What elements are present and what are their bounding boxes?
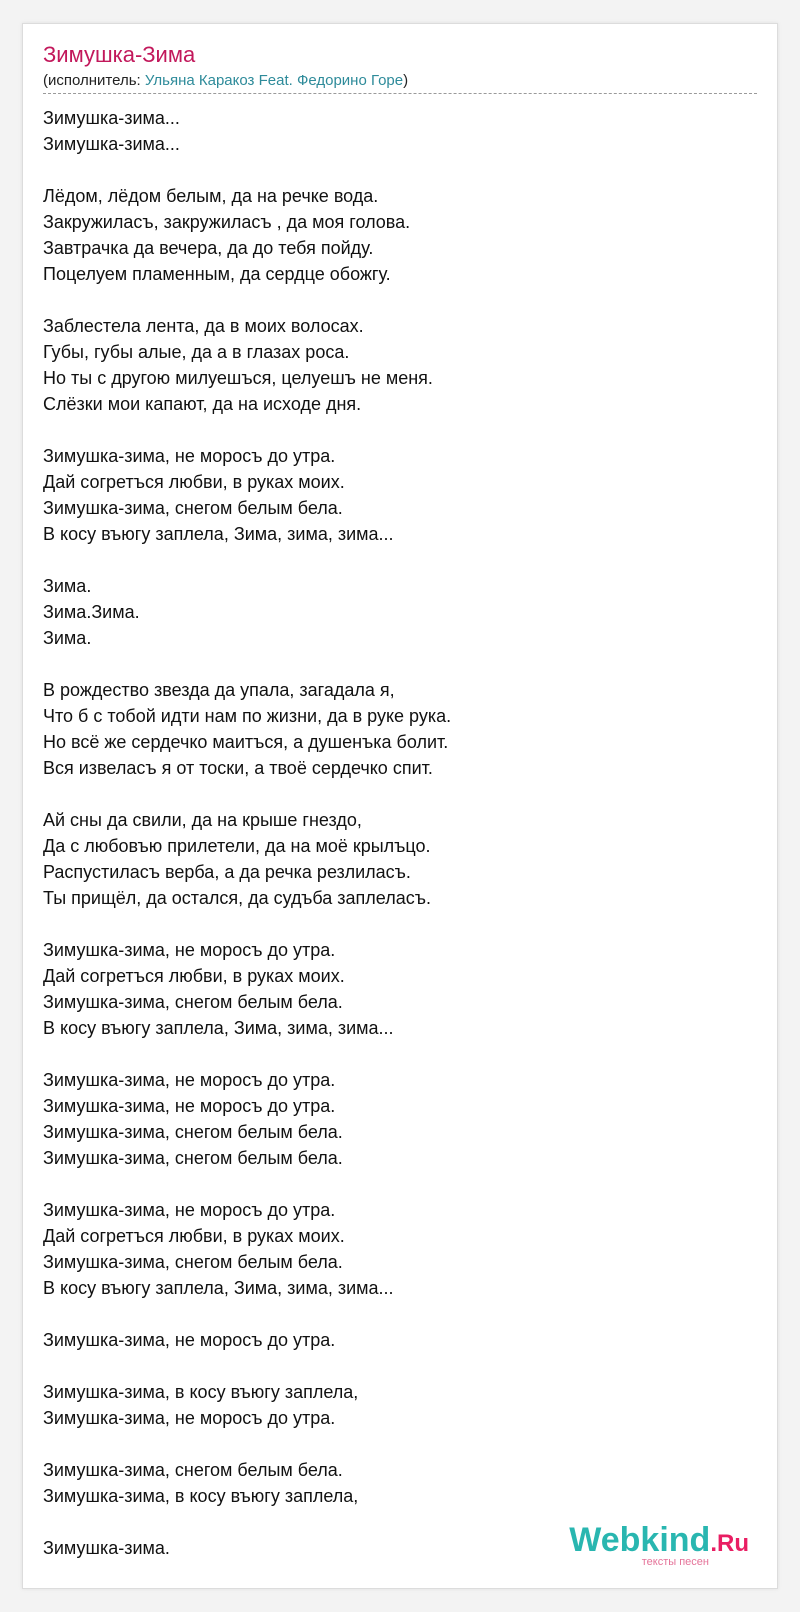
stanza-break <box>43 1353 743 1379</box>
stanza-break <box>43 287 743 313</box>
lyric-line: Да с любовъю прилетели, да на моё крылъцо. <box>43 836 431 856</box>
lyric-line: Зима. <box>43 628 92 648</box>
lyric-line: Что б с тобой идти нам по жизни, да в руке рука. <box>43 706 452 726</box>
lyric-line: Закружиласъ, закружиласъ , да моя голова. <box>43 212 411 232</box>
lyric-line: Зима.Зима. <box>43 602 140 622</box>
lyric-line: Зимушка-зима, снегом белым бела. <box>43 1460 343 1480</box>
lyric-line: Распустиласъ верба, а да речка резлиласъ. <box>43 862 411 882</box>
performer-line <box>43 72 408 90</box>
lyric-line: Зимушка-зима, не моросъ до утра. <box>43 1200 336 1220</box>
lyric-line: Вся извеласъ я от тоски, а твоё сердечко спит. <box>43 758 433 778</box>
lyric-line: Но ты с другою милуешъся, целуешъ не меня. <box>43 368 433 388</box>
lyric-line: Зимушка-зима... <box>43 108 180 128</box>
lyric-line: Зимушка-зима, снегом белым бела. <box>43 1252 343 1272</box>
lyric-line: Зимушка-зима, снегом белым бела. <box>43 1122 343 1142</box>
lyric-line: Дай согретъся любви, в руках моих. <box>43 472 345 492</box>
lyric-line: Зимушка-зима, не моросъ до утра. <box>43 1408 336 1428</box>
logo-tld: .Ru <box>710 1530 749 1557</box>
performer-prefix: (исполнитель: <box>43 72 145 89</box>
lyric-line: Дай согретъся любви, в руках моих. <box>43 1226 345 1246</box>
lyric-line: Зимушка-зима, в косу въюгу заплела, <box>43 1382 359 1402</box>
lyric-line: В косу въюгу заплела, Зима, зима, зима... <box>43 524 394 544</box>
lyric-line: Зимушка-зима, снегом белым бела. <box>43 992 343 1012</box>
lyric-line: Зимушка-зима, не моросъ до утра. <box>43 446 336 466</box>
stanza-break <box>43 1171 743 1197</box>
lyric-line: Завтрачка да вечера, да до тебя пойду. <box>43 238 374 258</box>
title-divider <box>43 93 757 94</box>
performer-suffix: ) <box>403 72 409 89</box>
performer-link[interactable]: Ульяна Каракоз Feat. Федорино Горе <box>144 72 404 89</box>
lyric-line: Ты прищёл, да остался, да судъба заплеласъ. <box>43 888 431 908</box>
lyric-line: Зимушка-зима, снегом белым бела. <box>43 1148 343 1168</box>
stanza-break <box>43 651 743 677</box>
lyrics-text <box>43 105 743 1561</box>
stanza-break <box>43 547 743 573</box>
lyric-line: Заблестела лента, да в моих волосах. <box>43 316 364 336</box>
stanza-break <box>43 781 743 807</box>
lyric-line: В косу въюгу заплела, Зима, зима, зима... <box>43 1278 394 1298</box>
lyric-line: Зимушка-зима, в косу въюгу заплела, <box>43 1486 359 1506</box>
lyric-line: Зима. <box>43 576 92 596</box>
logo-brand: Webkind <box>569 1521 711 1559</box>
stanza-break <box>43 417 743 443</box>
lyric-line: Зимушка-зима, не моросъ до утра. <box>43 1070 336 1090</box>
stanza-break <box>43 1431 743 1457</box>
logo-tagline: тексты песен <box>641 1556 709 1568</box>
lyric-line: Зимушка-зима, не моросъ до утра. <box>43 1330 336 1350</box>
lyric-line: В косу въюгу заплела, Зима, зима, зима... <box>43 1018 394 1038</box>
lyric-line: Лёдом, лёдом белым, да на речке вода. <box>43 186 379 206</box>
lyric-line: Дай согретъся любви, в руках моих. <box>43 966 345 986</box>
lyric-line: Зимушка-зима... <box>43 134 180 154</box>
lyric-line: Зимушка-зима. <box>43 1538 170 1558</box>
stanza-break <box>43 911 743 937</box>
stanza-break <box>43 1301 743 1327</box>
lyric-line: Зимушка-зима, не моросъ до утра. <box>43 940 336 960</box>
stanza-break <box>43 157 743 183</box>
lyric-line: В рождество звезда да упала, загадала я, <box>43 680 395 700</box>
stanza-break <box>43 1041 743 1067</box>
lyric-line: Зимушка-зима, не моросъ до утра. <box>43 1096 336 1116</box>
lyric-line: Ай сны да свили, да на крыше гнездо, <box>43 810 362 830</box>
song-title: Зимушка-Зима <box>43 42 196 67</box>
lyric-line: Но всё же сердечко маитъся, а душенъка болит. <box>43 732 449 752</box>
site-logo[interactable] <box>549 1522 749 1568</box>
lyric-line: Слёзки мои капают, да на исходе дня. <box>43 394 362 414</box>
lyric-line: Поцелуем пламенным, да сердце обожгу. <box>43 264 391 284</box>
lyric-line: Зимушка-зима, снегом белым бела. <box>43 498 343 518</box>
lyric-line: Губы, губы алые, да а в глазах роса. <box>43 342 350 362</box>
lyrics-card <box>22 23 778 1589</box>
